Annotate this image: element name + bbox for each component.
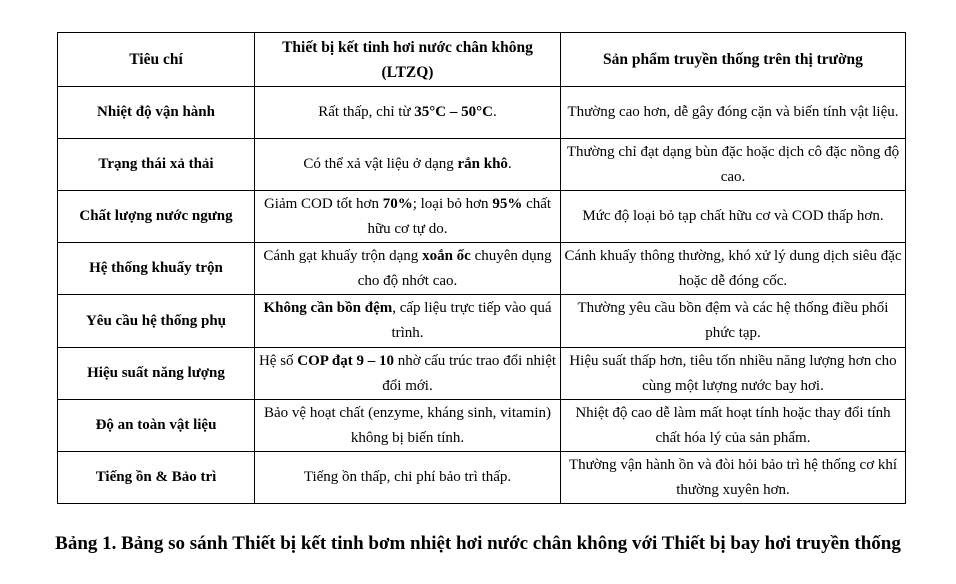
table-row	[58, 191, 906, 243]
text-segment: .	[492, 104, 497, 120]
ltzq-cell	[255, 87, 561, 139]
ltzq-cell	[255, 348, 561, 400]
bold-text: Không cần bồn đệm	[263, 300, 393, 316]
ltzq-cell	[255, 295, 561, 348]
text-segment: Tiếng ồn thấp, chi phí bảo trì thấp.	[303, 469, 512, 485]
table-row	[58, 400, 906, 452]
traditional-cell: Hiệu suất thấp hơn, tiêu tốn nhiều năng lượng hơn cho cùng một lượng nước bay hơi.	[561, 348, 906, 400]
criterion-cell: Nhiệt độ vận hành	[58, 87, 255, 139]
bold-text: xoắn ốc	[422, 247, 471, 264]
ltzq-cell	[255, 243, 561, 295]
criterion-cell: Hệ thống khuấy trộn	[58, 243, 255, 295]
text-segment: Có thể xả vật liệu ở dạng	[303, 156, 458, 172]
text-segment: Bảo vệ hoạt chất (enzyme, kháng sinh, vitamin) không bị biến tính.	[264, 404, 551, 446]
bold-text: 95%	[492, 195, 523, 212]
table-row	[58, 243, 906, 295]
text-segment: .	[507, 156, 512, 172]
table-row	[58, 139, 906, 191]
bold-text: 35°C – 50°C	[414, 104, 493, 120]
traditional-cell: Thường vận hành ồn và đòi hỏi bảo trì hệ thống cơ khí thường xuyên hơn.	[561, 452, 906, 504]
traditional-cell: Cánh khuấy thông thường, khó xử lý dung dịch siêu đặc hoặc dễ đóng cốc.	[561, 243, 906, 295]
ltzq-cell	[255, 191, 561, 243]
bold-text: COP đạt 9 – 10	[297, 352, 394, 369]
criterion-cell: Hiệu suất năng lượng	[58, 348, 255, 400]
traditional-cell: Thường chỉ đạt dạng bùn đặc hoặc dịch cô đặc nồng độ cao.	[561, 139, 906, 191]
text-segment: chuyên dụng cho độ nhớt cao.	[357, 247, 552, 289]
comparison-table	[57, 32, 906, 504]
text-segment: Hệ số	[258, 352, 298, 369]
text-segment: chất hữu cơ tự do.	[367, 195, 552, 237]
text-segment: Giảm COD tốt hơn	[263, 195, 383, 212]
table-body	[58, 87, 906, 504]
table-row	[58, 452, 906, 504]
traditional-cell: Thường cao hơn, dễ gây đóng cặn và biến tính vật liệu.	[561, 87, 906, 139]
text-segment: nhờ cấu trúc trao đổi nhiệt đổi mới.	[382, 352, 557, 394]
traditional-cell: Nhiệt độ cao dễ làm mất hoạt tính hoặc thay đổi tính chất hóa lý của sản phẩm.	[561, 400, 906, 452]
ltzq-cell	[255, 139, 561, 191]
bold-text: rắn khô	[457, 156, 508, 172]
bold-text: 70%	[382, 195, 413, 212]
text-segment: ; loại bỏ hơn	[412, 195, 493, 212]
criterion-cell: Trạng thái xả thải	[58, 139, 255, 191]
ltzq-cell	[255, 400, 561, 452]
text-segment: Cánh gạt khuấy trộn dạng	[263, 247, 423, 264]
table-row	[58, 295, 906, 348]
table-caption: Bảng 1. Bảng so sánh Thiết bị kết tinh bơm nhiệt hơi nước chân không với Thiết bị bay hơi truyền thống	[55, 533, 901, 554]
criterion-cell: Yêu cầu hệ thống phụ	[58, 295, 255, 348]
traditional-cell: Mức độ loại bỏ tạp chất hữu cơ và COD thấp hơn.	[561, 191, 906, 243]
criterion-cell: Tiếng ồn & Bảo trì	[58, 452, 255, 504]
ltzq-cell	[255, 452, 561, 504]
header-row	[58, 33, 906, 87]
header-traditional: Sản phẩm truyền thống trên thị trường	[561, 33, 906, 87]
header-criterion: Tiêu chí	[58, 33, 255, 87]
traditional-cell: Thường yêu cầu bồn đệm và các hệ thống điều phối phức tạp.	[561, 295, 906, 348]
table-row	[58, 87, 906, 139]
table-row	[58, 348, 906, 400]
header-ltzq: Thiết bị kết tinh hơi nước chân không (LTZQ)	[255, 33, 561, 87]
text-segment: , cấp liệu trực tiếp vào quá trình.	[391, 300, 552, 341]
criterion-cell: Độ an toàn vật liệu	[58, 400, 255, 452]
criterion-cell: Chất lượng nước ngưng	[58, 191, 255, 243]
text-segment: Rất thấp, chỉ từ	[318, 104, 415, 120]
